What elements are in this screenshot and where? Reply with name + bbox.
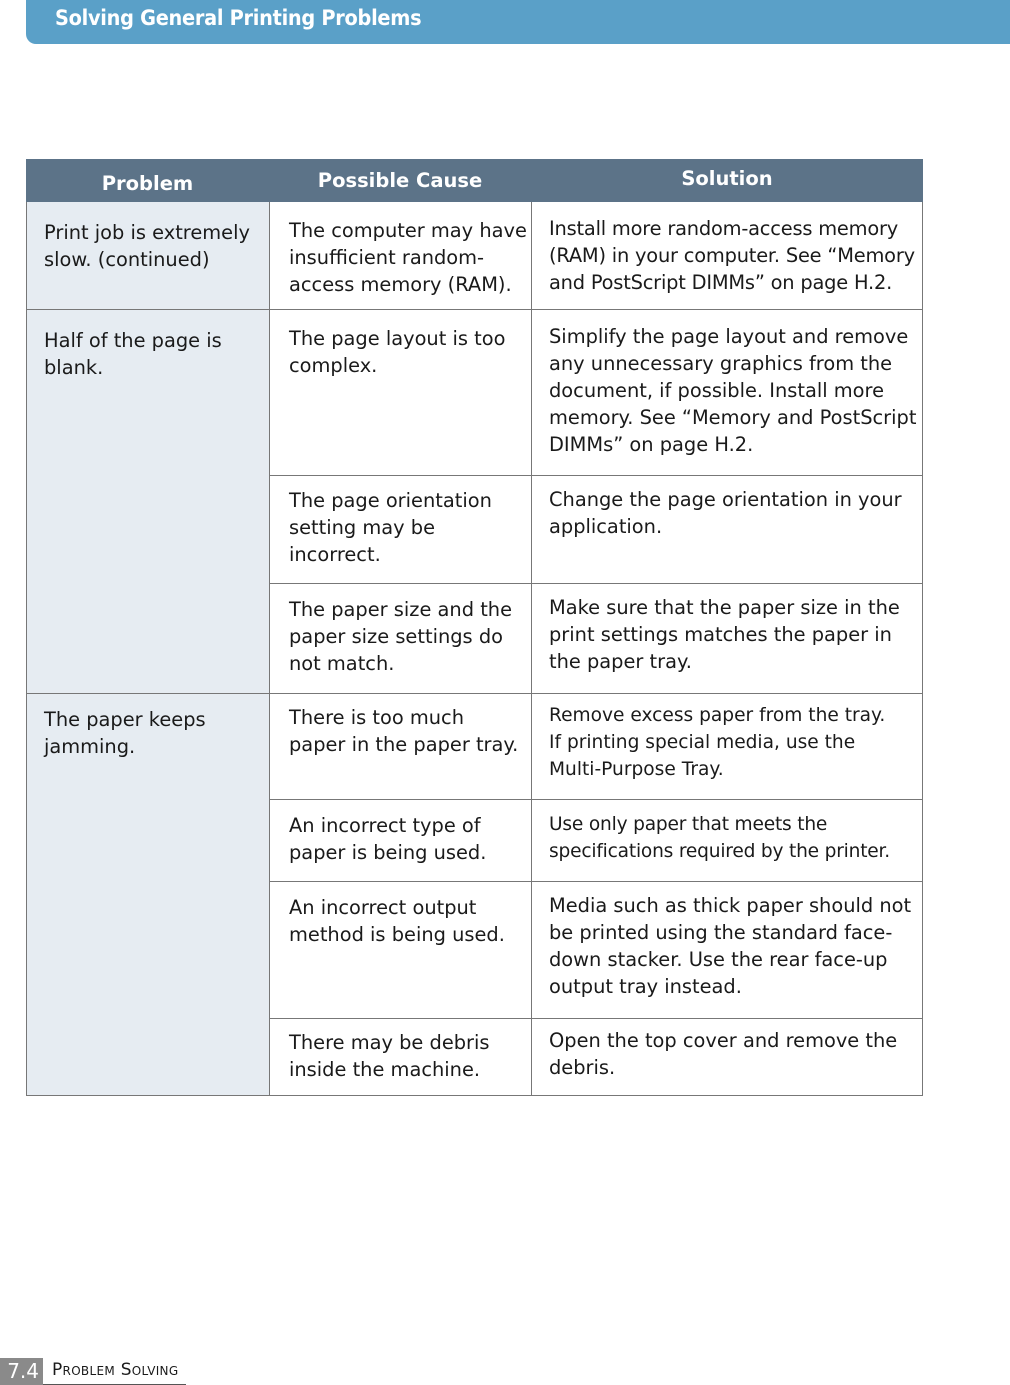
cause-cell: An incorrect output method is being used. (289, 896, 505, 946)
grid-line (531, 202, 532, 1096)
cause-cell: The paper size and the paper size settings do not match. (289, 598, 513, 675)
cause-cell: The page orientation setting may be incorrect. (289, 489, 492, 566)
cause-cell: The computer may have insufficient random-access memory (RAM). (289, 219, 527, 296)
section-name: Problem Solving (52, 1360, 179, 1380)
grid-line (269, 881, 923, 882)
column-header-problem: Problem (101, 172, 194, 195)
solution-cell: Remove excess paper from the tray. If printing special media, use the Multi-Purpose Tray. (549, 705, 886, 780)
table-header (26, 159, 923, 202)
cause-cell: There is too much paper in the paper tray. (289, 706, 519, 756)
problem-paper-jam: The paper keeps jamming. (44, 708, 206, 758)
cause-cell: An incorrect type of paper is being used. (289, 814, 487, 864)
problem-slow-print: Print job is extremely slow. (continued) (44, 221, 250, 271)
grid-line (26, 693, 923, 694)
solution-cell: Make sure that the paper size in the print settings matches the paper in the paper tray. (549, 596, 900, 673)
grid-line (269, 799, 923, 800)
solution-cell: Use only paper that meets the specifications required by the printer. (549, 814, 890, 862)
solution-cell: Media such as thick paper should not be printed using the standard face-down stacker. Use the rear face-up output tray instead. (549, 894, 912, 998)
page-number: 7.4 (0, 1358, 43, 1385)
grid-line (922, 202, 923, 1096)
solution-cell: Simplify the page layout and remove any unnecessary graphics from the document, if possible. Install more memory. See “Memory and PostScript DIMMs” on page H.2. (549, 325, 917, 456)
solution-cell: Open the top cover and remove the debris. (549, 1029, 898, 1079)
cause-cell: There may be debris inside the machine. (289, 1031, 490, 1081)
grid-line (269, 583, 923, 584)
problem-half-blank: Half of the page is blank. (44, 329, 222, 379)
grid-line (26, 309, 923, 310)
grid-line (26, 1095, 923, 1096)
troubleshooting-table (26, 159, 923, 1096)
column-header-solution: Solution (681, 167, 773, 190)
solution-cell: Change the page orientation in your application. (549, 488, 902, 538)
grid-line (269, 1018, 923, 1019)
solution-cell: Install more random-access memory (RAM) in your computer. See “Memory and PostScript DIMMs” on page H.2. (549, 217, 915, 294)
grid-line (26, 202, 27, 1096)
cause-cell: The page layout is too complex. (289, 327, 506, 377)
column-header-possible-cause: Possible Cause (317, 169, 483, 192)
page-title: Solving General Printing Problems (55, 6, 422, 30)
grid-line (269, 202, 270, 1096)
grid-line (269, 475, 923, 476)
